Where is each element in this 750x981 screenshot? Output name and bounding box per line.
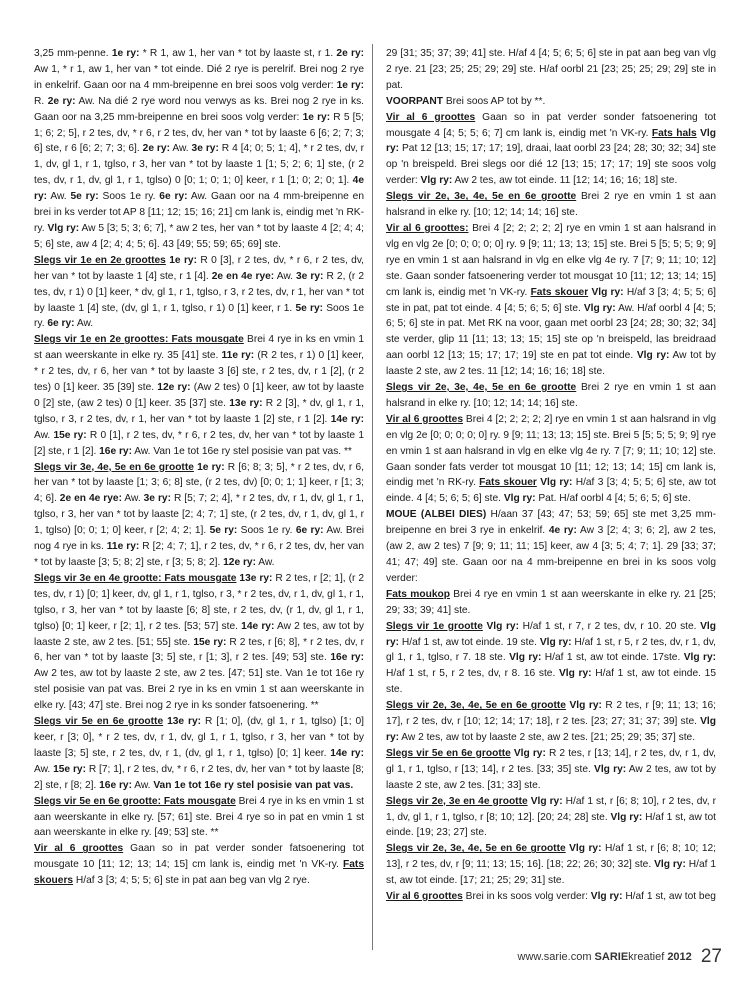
footer-brand-suffix: kreatief: [628, 951, 665, 963]
paragraph: Slegs vir 2e, 3e, 4e, 5e en 6e grootte Vlg ry: R 2 tes, r [9; 11; 13; 16; 17], r 2 tes, dv, r [10; 12; 14; 17; 18], r 2 tes. [23; 27; 31; 37; 39] ste. Vlg ry: Aw 2 tes, aw tot by laaste 2 ste, aw 2 tes. [21; 25; 29; 35; 37] ste.: [386, 700, 716, 743]
paragraph: Slegs vir 5e en 6e grootte 13e ry: R [1; 0], (dv, gl 1, r 1, tglso) [1; 0] keer, r [3; 0], * r 2 tes, dv, r 1, dv, gl 1, r 1, tglso, r 3, her van * tot by laaste [3; 5] ste, r 2 tes, dv, r 1, (dv, gl 1, r 1, tglso) [0; 1] keer. 14e ry: Aw. 15e ry: R [7; 1], r 2 tes, dv, * r 6, r 2 tes, dv, her van * tot by laaste [8; 2] ste, r [8; 2]. 16e ry: Aw. Van 1e tot 16e ry stel posisie van pat vas.: [34, 716, 364, 791]
paragraph: VOORPANT Brei soos AP tot by **.: [386, 95, 546, 107]
footer-brand: SARIE: [594, 951, 629, 963]
paragraph: Slegs vir 5e en 6e grootte: Fats mousgate Brei 4 rye in ks en vmin 1 st aan weerskante in elke ry. [57; 61] ste. Brei 4 rye so in pat en vmin 1 st aan weerskante in elke ry. [49; 53] ste. **: [34, 795, 364, 839]
paragraph: Slegs vir 3e, 4e, 5e en 6e grootte 1e ry: R [6; 8; 3; 5], * r 2 tes, dv, r 6, her van * tot by laaste [1; 3; 6; 8] ste, (r 2 tes, dv) [0; 0; 1; 1] keer, r [1; 3; 4; 6]. 2e en 4e rye: Aw. 3e ry: R [5; 7; 2; 4], * r 2 tes, dv, r 1, dv, gl 1, r 1, tglso, r 3, her van * tot by laaste [2; 4; 7; 1] ste, (r 2 tes, dv, r 1, dv, gl 1, r 1, tglso) [0; 0; 1; 0] keer, r [2; 4; 2; 1]. 5e ry: Soos 1e ry. 6e ry: Aw. Brei nog 4 rye in ks. 11e ry: R [2; 4; 7; 1], r 2 tes, dv, * r 6, r 2 tes, dv, her van * tot by laaste [3; 5; 8; 2] ste, r [3; 5; 8; 2]. 12e ry: Aw.: [34, 461, 364, 568]
paragraph: Vir al 6 groottes Gaan so in pat verder sonder fatsoenering tot mousgate 4 [4; 5; 5; 6; 7] cm lank is, eindig met 'n VK-ry. Fats hals Vlg ry: Pat 12 [13; 15; 17; 17; 19], draai, laat oorbl 23 [24; 28; 30; 32; 34] ste op 'n breispeld. Brei slegs oor dié 12 [13; 15; 17; 17; 19] ste soos volg verder: Vlg ry: Aw 2 tes, aw tot einde. 11 [12; 14; 16; 16; 18] ste.: [386, 111, 716, 187]
page-footer: [518, 946, 722, 968]
paragraph: Slegs vir 5e en 6e grootte Vlg ry: R 2 tes, r [13; 14], r 2 tes, dv, r 1, dv, gl 1, r 1, tglso, r [13; 14], r 2 tes. [33; 35] ste. Vlg ry: Aw 2 tes, aw tot by laaste 2 ste, aw 2 tes. [31; 33] ste.: [386, 747, 716, 791]
paragraph: 3,25 mm-penne. 1e ry: * R 1, aw 1, her van * tot by laaste st, r 1. 2e ry: Aw 1, * r 1, aw 1, her van * tot einde. Dié 2 rye is perelrif. Brei nog 2 rye in enkelrif. Gaan oor na 4 mm-breipenne en brei soos volg verder: 1e ry: R. 2e ry: Aw. Na dié 2 rye word nou verwys as ks. Brei nog 2 rye in ks. Gaan oor na 3,25 mm-breipenne en brei soos volg verder: 1e ry: R 5 [5; 1; 6; 2; 5], r 2 tes, dv, * r 6, r 2 tes, dv, her van * tot by laaste 6 [6; 2; 7; 3; 6] ste, r 6 [6; 2; 7; 3; 6]. 2e ry: Aw. 3e ry: R 4 [4; 0; 5; 1; 4], * r 2 tes, dv, r 1, dv, gl 1, r 1, tglso, r 3, her van * tot by laaste 1 [1; 5; 2; 6; 1] ste, (r 2 tes, dv, r 1, dv, gl 1, r 1, tglso) 0 [0; 1; 0; 1; 0] keer, r 1 [1; 0; 2; 0; 1]. 4e ry: Aw. 5e ry: Soos 1e ry. 6e ry: Aw. Gaan oor na 4 mm-breipenne en brei in ks verder tot AP 8 [11; 12; 15; 16; 21] cm lank is, eindig met 'n RK-ry. Vlg ry: Aw 5 [3; 5; 3; 6; 7], * aw 2 tes, her van * tot by laaste 4 [2; 4; 4; 5; 6] ste, aw 4 [2; 4; 4; 5; 6]. 43 [49; 55; 59; 65; 69] ste.: [34, 48, 364, 250]
paragraph: Slegs vir 2e, 3e, 4e, 5e en 6e grootte Vlg ry: H/af 1 st, r [6; 8; 10; 12; 13], r 2 tes, dv, r [9; 11; 13; 15; 16]. [18; 22; 26; 30; 32] ste. Vlg ry: H/af 1 st, aw tot einde. [17; 21; 25; 29; 31] ste.: [386, 843, 716, 887]
paragraph: Slegs vir 2e, 3e en 4e grootte Vlg ry: H/af 1 st, r [6; 8; 10], r 2 tes, dv, r 1, dv, gl 1, r 1, tglso, r [8; 10; 12]. [20; 24; 28] ste. Vlg ry: H/af 1 st, aw tot einde. [19; 23; 27] ste.: [386, 795, 716, 839]
paragraph: Vir al 6 groottes Brei in ks soos volg verder: Vlg ry: H/af 1 st, aw tot beg: [386, 891, 716, 903]
page-number: 27: [700, 946, 722, 967]
paragraph: Slegs vir 1e en 2e groottes 1e ry: R 0 [3], r 2 tes, dv, * r 6, r 2 tes, dv, her van * tot by laaste 1 [4] ste, r 1 [4]. 2e en 4e rye: Aw. 3e ry: R 2, (r 2 tes, dv, r 1) 0 [1] keer, * dv, gl 1, r 1, tglso, r 3, r 2 tes, dv, r 1, her van * tot by laaste 1 [4] ste, (dv, gl 1, r 1, tglso, r 1) 0 [1] keer, r 1. 5e ry: Soos 1e ry. 6e ry: Aw.: [34, 254, 364, 330]
left-column: [34, 46, 364, 952]
paragraph: Vir al 6 groottes Brei 4 [2; 2; 2; 2; 2] rye en vmin 1 st aan halsrand in vlg en vlg 2e [0; 0; 0; 0; 0] ry. 9 [9; 11; 13; 13; 15] ste. Brei 5 [5; 5; 5; 9; 9] rye en vmin 1 st aan halsrand in vlg en elke vlg 4e ry. 7 [7; 9; 11; 10; 12] ste. Gaan sonder fats verder tot mousgat 10 [11; 12; 13; 14; 15] cm lank is, eindig met 'n RK-ry. Fats skouer Vlg ry: H/af 3 [3; 4; 5; 5; 6] ste, aw tot einde. 4 [4; 5; 6; 5; 6] ste. Vlg ry: Pat. H/af oorbl 4 [4; 5; 6; 5; 6] ste.: [386, 413, 716, 505]
paragraph: Slegs vir 3e en 4e grootte: Fats mousgate 13e ry: R 2 tes, r [2; 1], (r 2 tes, dv, r 1) [0; 1] keer, dv, gl 1, r 1, tglso, r 3, * r 2 tes, dv, r 1, dv, gl 1, r 1, tglso, r 3, her van * tot by laaste [6; 8] ste, r 2 tes, dv, (r 1, dv, gl 1, r 1, tglso) [0; 1] keer, r [2; 1], r 2 tes. [53; 57] ste. 14e ry: Aw 2 tes, aw tot by laaste 2 ste, aw 2 tes. [51; 55] ste. 15e ry: R 2 tes, r [6; 8], * r 2 tes, dv, r 6, her van * tot by laaste [3; 5] ste, r [1; 3], r 2 tes. [49; 53] ste. 16e ry: Aw 2 tes, aw tot by laaste 2 ste, aw 2 tes. [47; 51] ste. Van 1e tot 16e ry stel posisie van pat vas. Brei 2 rye in ks en vmin 1 st aan weerskante in elke ry. [43; 47] ste. Brei nog 2 rye in ks sonder fatsoenering. **: [34, 572, 364, 712]
paragraph: Slegs vir 2e, 3e, 4e, 5e en 6e grootte Brei 2 rye en vmin 1 st aan halsrand in elke ry. [10; 12; 14; 14; 16] ste.: [386, 191, 716, 219]
column-divider: [372, 44, 373, 950]
footer-site: www.sarie.com: [517, 951, 592, 963]
paragraph: Vir al 6 groottes Gaan so in pat verder sonder fatsoenering tot mousgate 10 [11; 12; 13; 14; 15] cm lank is, eindig met 'n VK-ry. Fats skouers H/af 3 [3; 4; 5; 5; 6] ste in pat aan beg van vlg 2 rye.: [34, 843, 364, 887]
paragraph: Slegs vir 1e en 2e groottes: Fats mousgate Brei 4 rye in ks en vmin 1 st aan weerskante in elke ry. 35 [41] ste. 11e ry: (R 2 tes, r 1) 0 [1] keer, * r 2 tes, dv, r 6, her van * tot by laaste 3 [6] ste, r 2 tes, dv, r 1 [2], (r 2 tes) 0 [1] keer. 35 [39] ste. 12e ry: (Aw 2 tes) 0 [1] keer, aw tot by laaste 0 [2] ste, (aw 2 tes) 0 [1] keer. 35 [37] ste. 13e ry: R 2 [3], * dv, gl 1, r 1, tglso, r 3, r 2 tes, dv, r 1, her van * tot by laaste 1 [2] ste, r 1 [2]. 14e ry: Aw. 15e ry: R 0 [1], r 2 tes, dv, * r 6, r 2 tes, dv, her van * tot by laaste 1 [2] ste, r 1 [2]. 16e ry: Aw. Van 1e tot 16e ry stel posisie van pat vas. **: [34, 334, 364, 457]
paragraph: 29 [31; 35; 37; 39; 41] ste. H/af 4 [4; 5; 6; 5; 6] ste in pat aan beg van vlg 2 rye. 21 [23; 25; 25; 29; 29] ste. H/af oorbl 21 [23; 25; 25; 29; 29] ste in pat.: [386, 48, 716, 91]
right-column: [386, 46, 716, 952]
footer-year: 2012: [667, 951, 692, 963]
paragraph: MOUE (ALBEI DIES) H/aan 37 [43; 47; 53; 59; 65] ste met 3,25 mm-breipenne en brei 3 rye in enkelrif. 4e ry: Aw 3 [2; 4; 3; 6; 2], aw 2 tes, (aw 2, aw 2 tes) 7 [9; 9; 11; 11; 15] keer, aw 4 [3; 5; 4; 7; 1]. 29 [33; 37; 41; 47; 49] ste. Gaan oor na 4 mm-breipenne en brei in ks soos volg verder:: [386, 509, 716, 584]
paragraph: Fats moukop Brei 4 rye en vmin 1 st aan weerskante in elke ry. 21 [25; 29; 33; 39; 41] ste.: [386, 588, 716, 616]
paragraph: Vir al 6 groottes: Brei 4 [2; 2; 2; 2; 2] rye en vmin 1 st aan halsrand in vlg en vlg 2e [0; 0; 0; 0; 0] ry. 9 [9; 11; 13; 13; 15] ste. Brei 5 [5; 5; 5; 9; 9] rye en vmin 1 st aan halsrand in vlg en elke vlg 4e ry. 7 [7; 9; 11; 10; 12] ste. Gaan sonder fatsoenering verder tot mousgat 10 [11; 12; 13; 14; 15] cm lank is, eindig met 'n VK-ry. Fats skouer Vlg ry: H/af 3 [3; 4; 5; 5; 6] ste in pat, pat tot einde. 4 [4; 5; 6; 5; 6] ste. Vlg ry: Aw. H/af oorbl 4 [4; 5; 6; 5; 6] ste in pat. Met RK na voor, gaan met oorbl 23 [24; 28; 30; 32; 34] ste verder, glip 11 [11; 13; 13; 15; 15] ste op 'n breispeld, las breidraad aan oorbl 12 [13; 15; 17; 17; 19] ste en pat tot einde. Vlg ry: Aw tot by laaste 2 ste, aw 2 tes. 11 [12; 14; 16; 16; 18] ste.: [386, 222, 716, 378]
paragraph: Slegs vir 1e grootte Vlg ry: H/af 1 st, r 7, r 2 tes, dv, r 10. 20 ste. Vlg ry: H/af 1 st, aw tot einde. 19 ste. Vlg ry: H/af 1 st, r 5, r 2 tes, dv, r 1, dv, gl 1, r 1, tglso, r 7. 18 ste. Vlg ry: H/af 1 st, aw tot einde. 17ste. Vlg ry: H/af 1 st, r 5, r 2 tes, dv, r 8. 16 ste. Vlg ry: H/af 1 st, aw tot einde. 15 ste.: [386, 620, 716, 696]
paragraph: Slegs vir 2e, 3e, 4e, 5e en 6e grootte Brei 2 rye en vmin 1 st aan halsrand in elke ry. [10; 12; 14; 14; 16] ste.: [386, 382, 716, 409]
